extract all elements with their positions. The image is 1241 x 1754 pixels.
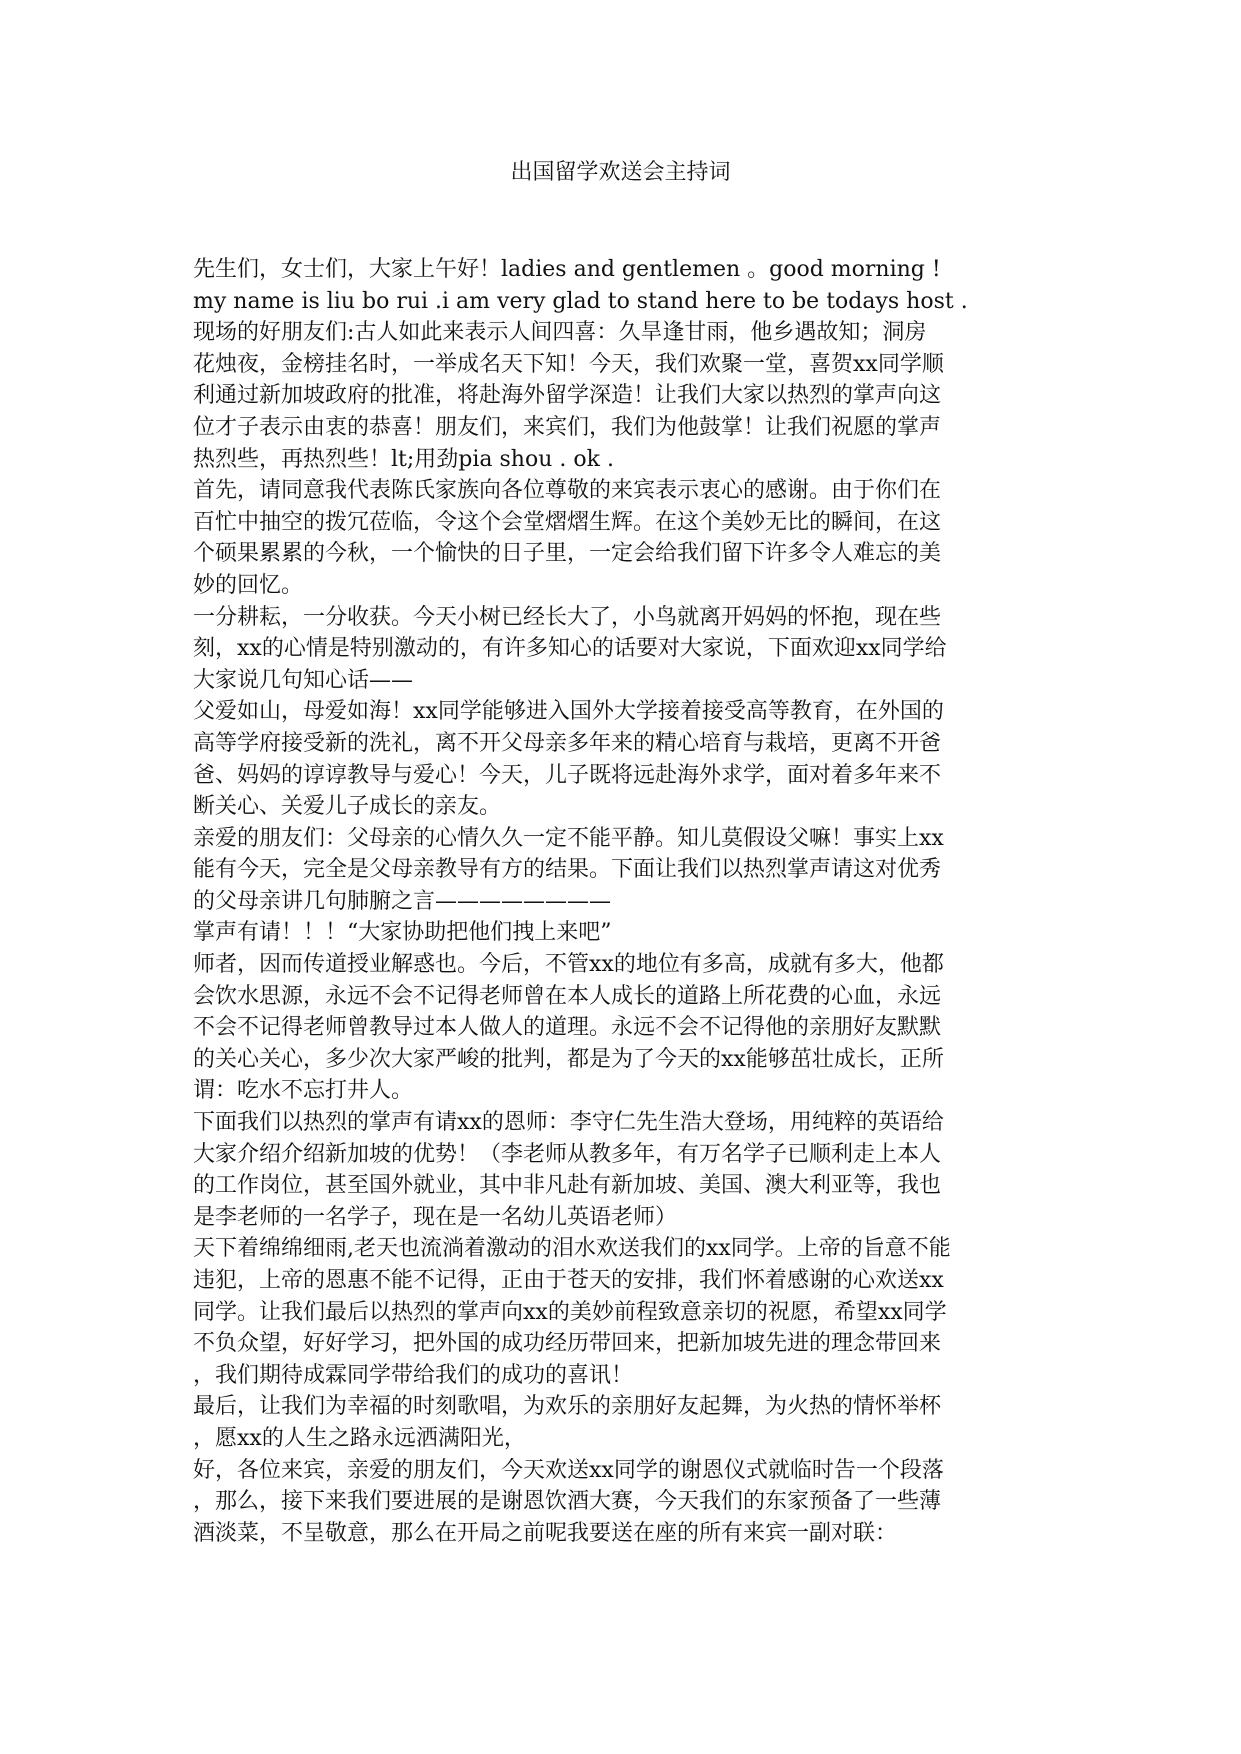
text-line: 会饮水思源，永远不会不记得老师曾在本人成长的道路上所花费的心血，永远 <box>193 983 942 1009</box>
text-line: 好，各位来宾，亲爱的朋友们，今天欢送xx同学的谢恩仪式就临时告一个段落 <box>193 1457 944 1483</box>
text-line: 百忙中抽空的拨冗莅临，令这个会堂熠熠生辉。在这个美妙无比的瞬间，在这 <box>193 509 942 535</box>
document-title: 出国留学欢送会主持词 <box>510 160 731 185</box>
text-line: ，我们期待成霖同学带给我们的成功的喜讯！ <box>193 1362 634 1388</box>
document-body <box>193 254 1053 1549</box>
text-line: 掌声有请！！！“大家协助把他们拽上来吧” <box>193 920 612 946</box>
text-line: 断关心、关爱儿子成长的亲友。 <box>193 794 502 820</box>
text-line: 个硕果累累的今秋，一个愉快的日子里，一定会给我们留下许多令人难忘的美 <box>193 541 942 567</box>
text-line: 最后，让我们为幸福的时刻歌唱，为欢乐的亲朋好友起舞，为火热的情怀举杯 <box>193 1394 942 1420</box>
text-line: 高等学府接受新的洗礼，离不开父母亲多年来的精心培育与栽培，更离不开爸 <box>193 730 942 756</box>
text-line: ，愿xx的人生之路永远洒满阳光， <box>193 1425 526 1451</box>
text-line: 谓：吃水不忘打井人。 <box>193 1078 414 1104</box>
text-line: 花烛夜，金榜挂名时，一举成名天下知！今天，我们欢聚一堂，喜贺xx同学顺 <box>193 351 944 377</box>
text-line: 先生们，女士们，大家上午好！ladies and gentlemen 。good morning ! <box>193 257 941 282</box>
text-line: 违犯，上帝的恩惠不能不记得，正由于苍天的安排，我们怀着感谢的心欢送xx <box>193 1268 944 1293</box>
text-line: 能有今天，完全是父母亲教导有方的结果。下面让我们以热烈掌声请这对优秀 <box>193 857 942 883</box>
text-line: 不负众望，好好学习，把外国的成功经历带回来，把新加坡先进的理念带回来 <box>193 1331 942 1357</box>
text-line: 天下着绵绵细雨,老天也流淌着激动的泪水欢送我们的xx同学。上帝的旨意不能 <box>193 1236 951 1262</box>
text-line: 妙的回忆。 <box>193 572 304 598</box>
text-line: 不会不记得老师曾教导过本人做人的道理。永远不会不记得他的亲朋好友默默 <box>193 1015 942 1041</box>
text-line: 热烈些，再热烈些！lt;用劲pia shou . ok . <box>193 446 614 472</box>
text-line: 大家介绍介绍新加坡的优势！（李老师从教多年，有万名学子已顺利走上本人 <box>193 1141 942 1167</box>
text-line: 刻，xx的心情是特别激动的，有许多知心的话要对大家说，下面欢迎xx同学给 <box>193 636 947 662</box>
text-line: 师者，因而传道授业解惑也。今后，不管xx的地位有多高，成就有多大，他都 <box>193 952 944 978</box>
text-line: 爸、妈妈的谆谆教导与爱心！今天，儿子既将远赴海外求学，面对着多年来不 <box>193 762 942 788</box>
text-line: 同学。让我们最后以热烈的掌声向xx的美妙前程致意亲切的祝愿，希望xx同学 <box>193 1299 947 1325</box>
text-line: 的关心关心，多少次大家严峻的批判，都是为了今天的xx能够茁壮成长，正所 <box>193 1046 944 1072</box>
text-line: 首先，请同意我代表陈氏家族向各位尊敬的来宾表示衷心的感谢。由于你们在 <box>193 478 942 504</box>
text-line: 一分耕耘，一分收获。今天小树已经长大了，小鸟就离开妈妈的怀抱，现在些 <box>193 604 942 630</box>
text-line: 父爱如山，母爱如海！xx同学能够进入国外大学接着接受高等教育，在外国的 <box>193 699 944 725</box>
text-line: my name is liu bo rui .i am very glad to stand here to be todays host . <box>193 288 968 314</box>
text-line: 亲爱的朋友们：父母亲的心情久久一定不能平静。知儿莫假设父嘛！事实上xx <box>193 825 944 851</box>
text-line: 的父母亲讲几句肺腑之言———————— <box>193 888 612 914</box>
text-line: 利通过新加坡政府的批准，将赴海外留学深造！让我们大家以热烈的掌声向这 <box>193 383 942 409</box>
text-line: 现场的好朋友们:古人如此来表示人间四喜：久旱逢甘雨，他乡遇故知；洞房 <box>193 320 927 346</box>
text-line: 下面我们以热烈的掌声有请xx的恩师：李守仁先生浩大登场，用纯粹的英语给 <box>193 1110 944 1136</box>
text-line: 酒淡菜，不呈敬意，那么在开局之前呢我要送在座的所有来宾一副对联： <box>193 1520 898 1546</box>
text-line: 是李老师的一名学子，现在是一名幼儿英语老师） <box>193 1204 678 1230</box>
text-line: ，那么，接下来我们要进展的是谢恩饮酒大赛，今天我们的东家预备了一些薄 <box>193 1489 942 1515</box>
text-line: 位才子表示由衷的恭喜！朋友们，来宾们，我们为他鼓掌！让我们祝愿的掌声 <box>193 414 942 440</box>
text-line: 的工作岗位，甚至国外就业，其中非凡赴有新加坡、美国、澳大利亚等，我也 <box>193 1173 942 1199</box>
text-line: 大家说几句知心话—— <box>193 667 414 693</box>
